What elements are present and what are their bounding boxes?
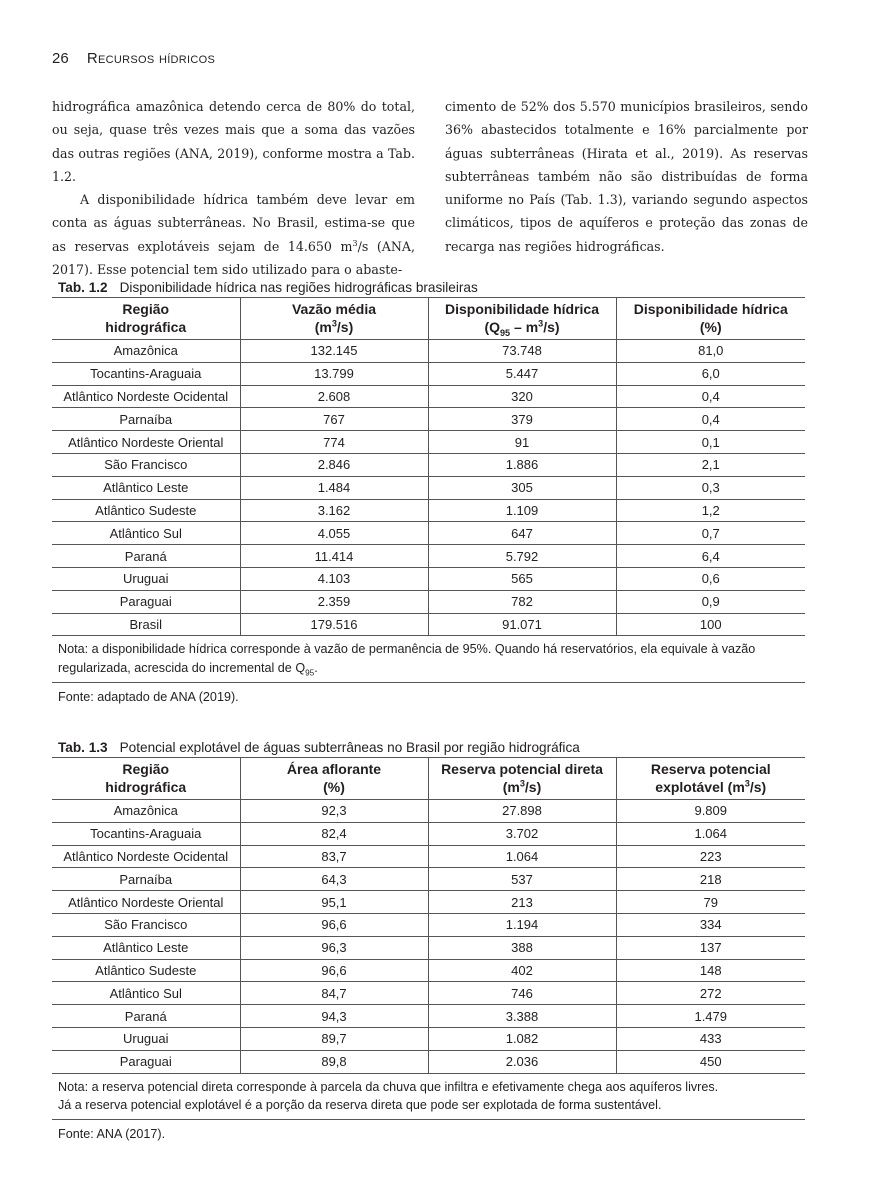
region-cell: Amazônica — [52, 340, 240, 363]
table-row — [52, 613, 805, 636]
value-cell: 1,2 — [616, 499, 805, 522]
value-cell: 81,0 — [616, 340, 805, 363]
table-row — [52, 822, 805, 845]
table-row — [52, 362, 805, 385]
value-cell: 213 — [428, 891, 616, 914]
data-table — [52, 757, 805, 1074]
table-row — [52, 1050, 805, 1073]
region-cell: Parnaíba — [52, 868, 240, 891]
table-row — [52, 982, 805, 1005]
region-cell: São Francisco — [52, 913, 240, 936]
table-row — [52, 590, 805, 613]
col-header-region: Região hidrográfica — [52, 758, 240, 800]
value-cell: 6,4 — [616, 545, 805, 568]
value-cell: 3.388 — [428, 1005, 616, 1028]
value-cell: 0,3 — [616, 476, 805, 499]
region-cell: Amazônica — [52, 800, 240, 823]
region-cell: Parnaíba — [52, 408, 240, 431]
table-row — [52, 936, 805, 959]
value-cell: 388 — [428, 936, 616, 959]
value-cell: 433 — [616, 1027, 805, 1050]
body-column-left — [52, 95, 415, 281]
value-cell: 647 — [428, 522, 616, 545]
region-cell: Atlântico Nordeste Oriental — [52, 891, 240, 914]
value-cell: 91.071 — [428, 613, 616, 636]
table-source: Fonte: ANA (2017). — [58, 1126, 166, 1141]
data-table — [52, 297, 805, 636]
region-cell: Atlântico Leste — [52, 476, 240, 499]
table-1-2 — [52, 279, 805, 711]
value-cell: 84,7 — [240, 982, 428, 1005]
table-title: Potencial explotável de águas subterrâneas no Brasil por região hidrográfica — [119, 740, 580, 755]
table-row — [52, 385, 805, 408]
table-row — [52, 567, 805, 590]
paragraph — [52, 188, 415, 281]
col-header-availability-pct: Disponibilidade hídrica (%) — [616, 298, 805, 340]
table-row — [52, 800, 805, 823]
body-column-right — [445, 95, 808, 258]
table-1-3 — [52, 739, 805, 1148]
value-cell: 4.103 — [240, 567, 428, 590]
value-cell: 0,1 — [616, 431, 805, 454]
value-cell: 1.064 — [428, 845, 616, 868]
value-cell: 0,4 — [616, 385, 805, 408]
value-cell: 223 — [616, 845, 805, 868]
value-cell: 272 — [616, 982, 805, 1005]
value-cell: 4.055 — [240, 522, 428, 545]
value-cell: 6,0 — [616, 362, 805, 385]
region-cell: Tocantins-Araguaia — [52, 822, 240, 845]
value-cell: 1.109 — [428, 499, 616, 522]
value-cell: 774 — [240, 431, 428, 454]
region-cell: Paraná — [52, 1005, 240, 1028]
table-row — [52, 476, 805, 499]
value-cell: 1.479 — [616, 1005, 805, 1028]
value-cell: 96,6 — [240, 959, 428, 982]
table-row — [52, 431, 805, 454]
value-cell: 2,1 — [616, 453, 805, 476]
table-row — [52, 340, 805, 363]
table-note: Nota: a disponibilidade hídrica corresponde à vazão de permanência de 95%. Quando há reservatórios, ela equivale à vazão regularizada, acrescida do incremental de $Q_{95}$. — [52, 636, 805, 682]
col-header-outcrop-area: Área aflorante (%) — [240, 758, 428, 800]
value-cell: 2.846 — [240, 453, 428, 476]
header-row — [52, 298, 805, 340]
col-header-mean-flow: Vazão média $(m^3/s)$ — [240, 298, 428, 340]
value-cell: 148 — [616, 959, 805, 982]
value-cell: 96,6 — [240, 913, 428, 936]
table-row — [52, 453, 805, 476]
col-header-direct-reserve: Reserva potencial direta $(m^3/s)$ — [428, 758, 616, 800]
region-cell: São Francisco — [52, 453, 240, 476]
value-cell: 782 — [428, 590, 616, 613]
region-cell: Atlântico Leste — [52, 936, 240, 959]
table-note: Nota: a reserva potencial direta corresponde à parcela da chuva que infiltra e efetivamente chega aos aquíferos livres. Já a reserva potencial explotável é a porção da reserva direta que pode ser explotada de forma sustentável. — [52, 1074, 805, 1120]
table-row — [52, 891, 805, 914]
text-run: A disponibilidade hídrica também deve levar em conta as águas subterrâneas. No Brasil, estima-se que as reservas explotáveis sejam de 14.650 m — [52, 192, 415, 254]
region-cell: Uruguai — [52, 567, 240, 590]
value-cell: 100 — [616, 613, 805, 636]
table-caption — [52, 739, 805, 757]
value-cell: 2.608 — [240, 385, 428, 408]
value-cell: 95,1 — [240, 891, 428, 914]
value-cell: 1.082 — [428, 1027, 616, 1050]
value-cell: 2.359 — [240, 590, 428, 613]
value-cell: 82,4 — [240, 822, 428, 845]
value-cell: 9.809 — [616, 800, 805, 823]
region-cell: Atlântico Nordeste Ocidental — [52, 845, 240, 868]
value-cell: 305 — [428, 476, 616, 499]
value-cell: 64,3 — [240, 868, 428, 891]
value-cell: 2.036 — [428, 1050, 616, 1073]
header-row — [52, 758, 805, 800]
value-cell: 89,7 — [240, 1027, 428, 1050]
table-label: Tab. 1.3 — [58, 740, 108, 755]
superscript: 3 — [352, 237, 358, 248]
region-cell: Tocantins-Araguaia — [52, 362, 240, 385]
value-cell: 1.484 — [240, 476, 428, 499]
value-cell: 13.799 — [240, 362, 428, 385]
value-cell: 320 — [428, 385, 616, 408]
page-header — [52, 50, 215, 67]
value-cell: 450 — [616, 1050, 805, 1073]
region-cell: Atlântico Nordeste Oriental — [52, 431, 240, 454]
table-row — [52, 499, 805, 522]
region-cell: Atlântico Sul — [52, 982, 240, 1005]
value-cell: 92,3 — [240, 800, 428, 823]
value-cell: 334 — [616, 913, 805, 936]
col-header-exploitable-reserve: Reserva potencial explotável $(m^3/s)$ — [616, 758, 805, 800]
paragraph: hidrográfica amazônica detendo cerca de 80% do total, ou seja, quase três vezes mais que a soma das vazões das outras regiões (ANA, 2019), conforme mostra a Tab. 1.2. — [52, 99, 415, 184]
table-row — [52, 913, 805, 936]
value-cell: 91 — [428, 431, 616, 454]
value-cell: 132.145 — [240, 340, 428, 363]
region-cell: Paraguai — [52, 590, 240, 613]
value-cell: 1.064 — [616, 822, 805, 845]
region-cell: Uruguai — [52, 1027, 240, 1050]
value-cell: 179.516 — [240, 613, 428, 636]
value-cell: 27.898 — [428, 800, 616, 823]
col-header-region: Região hidrográfica — [52, 298, 240, 340]
table-source: Fonte: adaptado de ANA (2019). — [58, 689, 239, 704]
value-cell: 83,7 — [240, 845, 428, 868]
table-row — [52, 522, 805, 545]
region-cell: Atlântico Sul — [52, 522, 240, 545]
value-cell: 3.702 — [428, 822, 616, 845]
table-row — [52, 545, 805, 568]
region-cell: Paraguai — [52, 1050, 240, 1073]
value-cell: 11.414 — [240, 545, 428, 568]
value-cell: 1.886 — [428, 453, 616, 476]
text-run: /s (ANA, 2017). Esse potencial tem sido utilizado para o abaste- — [52, 238, 415, 278]
value-cell: 79 — [616, 891, 805, 914]
value-cell: 379 — [428, 408, 616, 431]
table-caption — [52, 279, 805, 297]
value-cell: 73.748 — [428, 340, 616, 363]
table-row — [52, 1005, 805, 1028]
region-cell: Atlântico Sudeste — [52, 959, 240, 982]
region-cell: Atlântico Nordeste Ocidental — [52, 385, 240, 408]
value-cell: 0,9 — [616, 590, 805, 613]
table-title: Disponibilidade hídrica nas regiões hidrográficas brasileiras — [119, 280, 478, 295]
region-cell: Brasil — [52, 613, 240, 636]
table-body — [52, 800, 805, 1074]
table-body — [52, 340, 805, 636]
table-row — [52, 845, 805, 868]
value-cell: 767 — [240, 408, 428, 431]
value-cell: 5.447 — [428, 362, 616, 385]
region-cell: Paraná — [52, 545, 240, 568]
table-row — [52, 408, 805, 431]
value-cell: 5.792 — [428, 545, 616, 568]
value-cell: 3.162 — [240, 499, 428, 522]
value-cell: 218 — [616, 868, 805, 891]
table-row — [52, 959, 805, 982]
paragraph: cimento de 52% dos 5.570 municípios brasileiros, sendo 36% abastecidos totalmente e 16% parcialmente por águas subterrâneas (Hirata et al., 2019). As reservas subterrâneas também não são distribuídas de forma uniforme no País (Tab. 1.3), variando segundo aspectos climáticos, tipos de aquíferos e proteção das zonas de recarga nas regiões hidrográficas. — [445, 99, 808, 254]
value-cell: 137 — [616, 936, 805, 959]
running-title: Recursos hídricos — [86, 50, 216, 67]
value-cell: 0,7 — [616, 522, 805, 545]
value-cell: 565 — [428, 567, 616, 590]
value-cell: 0,6 — [616, 567, 805, 590]
value-cell: 89,8 — [240, 1050, 428, 1073]
table-row — [52, 1027, 805, 1050]
value-cell: 1.194 — [428, 913, 616, 936]
table-row — [52, 868, 805, 891]
value-cell: 402 — [428, 959, 616, 982]
value-cell: 96,3 — [240, 936, 428, 959]
value-cell: 537 — [428, 868, 616, 891]
page-number: 26 — [52, 50, 69, 67]
col-header-availability-q95: Disponibilidade hídrica $(Q_{95} - m^3/s)$ — [428, 298, 616, 340]
value-cell: 94,3 — [240, 1005, 428, 1028]
table-label: Tab. 1.2 — [58, 280, 108, 295]
value-cell: 746 — [428, 982, 616, 1005]
value-cell: 0,4 — [616, 408, 805, 431]
region-cell: Atlântico Sudeste — [52, 499, 240, 522]
